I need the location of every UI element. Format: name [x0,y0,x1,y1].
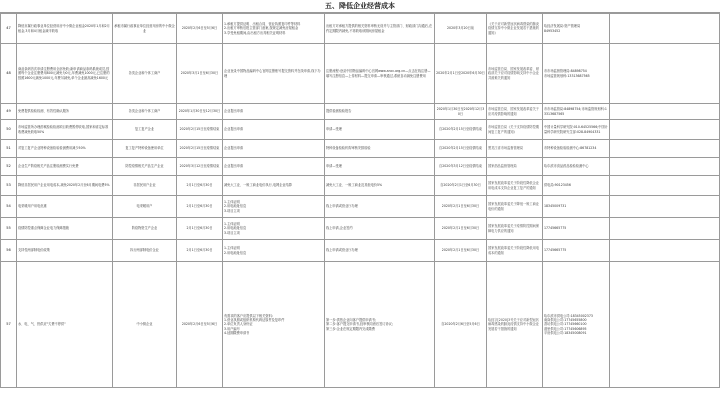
cell-basis [487,14,543,44]
cell-time [435,158,487,176]
cell-line: 3.项目立项 [224,208,240,213]
cell-line: 商品条码首次申请注册费用全部免收;新申请商品条码系统成员,按照每个企业注册费用800元减免为0元,年费减免1000元,已注册的按照1600元减免1000元,年费另减免,单个企业最高减免1600元 [18,67,110,80]
table-row [1,44,720,104]
cell-line: 2020年2月6日至5月6日 [181,26,218,31]
cell-line: 防疫物资生产企业 [131,226,158,231]
cell-procedure [223,262,325,388]
cell-blank [610,218,720,240]
cell-line: 企业提出申请 [224,127,244,132]
cell-basis [487,262,543,388]
cell-process [325,104,435,120]
cell-line: 企业生产防疫相关产品注册检测费实行免费 [18,164,79,169]
cell-line: 南岗供电公司:17745655800 [544,318,587,323]
cell-name [17,14,113,44]
cell-line: 道里供电公司:17745606895 [544,326,587,331]
document-title: 五、降低企业经营成本 [0,0,720,13]
cell-blank [610,104,720,120]
cell-line: 1.主体证明 [224,246,240,251]
cell-line: 57 [6,322,11,327]
cell-line: 2月1日至6月30日 [186,204,213,209]
cell-line: 供电局:90123456 [544,183,571,188]
cell-name [17,176,113,196]
cell-line: 支持性两部制电价政策 [18,248,50,253]
cell-line: 1.主体证明 [224,200,240,205]
cell-line: 48 [6,71,11,76]
cell-line: 非居民用户企业 [133,183,156,188]
cell-period [177,158,223,176]
cell-contact [543,140,610,158]
table-row [1,176,720,196]
cell-period [177,262,223,388]
cell-contact [543,240,610,262]
cell-line: 市场监管所办理药械检验检测项目收费暂停收取,国家和省定标准收费减免收取50% [18,125,109,134]
cell-contact [543,218,610,240]
cell-line: 2.用电地址信息 [224,204,247,209]
cell-line: 1.承租方提供证明、出租合同、营业执照复印件等材料 [224,22,301,27]
cell-line: 市场监管总局、国家发展改革委、财政部关于应对疫情影响支持中小企业共渡难关的通知 [488,67,539,80]
cell-no [1,104,17,120]
cell-target [113,262,177,388]
table-row [1,240,720,262]
cell-blank [610,140,720,158]
cell-line: 哈经字[2020]3号关于应对新型冠状病毒感染的肺炎疫情支持中小微企业发展若干措施的通知 [488,318,539,331]
cell-procedure [223,218,325,240]
cell-no [1,196,17,218]
cell-line: 线上申请,企业签约 [326,226,353,231]
cell-basis [487,104,543,120]
cell-line: 平房供电公司:18345008091 [544,330,587,335]
cell-procedure [223,14,325,44]
cell-line: 减免大工业、一般工商业及其他电价5% [326,183,383,188]
cell-blank [610,44,720,104]
cell-line: 18345009731 [544,204,567,209]
table-row [1,158,720,176]
cell-line: 电采暖用户用电优惠 [18,204,47,209]
cell-process [325,240,435,262]
cell-time [435,218,487,240]
cell-line: 哈尔滨市食品药品检验检测中心 [544,164,589,169]
cell-blank [610,262,720,388]
cell-no [1,262,17,388]
cell-no [1,240,17,262]
cell-line: 自2020年2月6日至5月6日 [441,322,480,327]
cell-process [325,158,435,176]
cell-time [435,140,487,158]
cell-process [325,196,435,218]
cell-contact [543,176,610,196]
cell-basis [487,140,543,158]
cell-line: 3.享受免租期间,由出租方出具相关证明材料 [224,30,286,35]
cell-line: 55 [6,226,11,231]
cell-line: 国家发展改革委关于阶段性降低企业用电成本支持企业复工复产的通知 [488,181,539,190]
cell-line: 自2020年2月1日至6月30日 [440,183,481,188]
cell-procedure [223,176,325,196]
cell-time [435,240,487,262]
cell-process [325,262,435,388]
cell-line: 自2020年2月15日至疫情结束 [439,146,482,151]
cell-line: 复工复产特种设备使用单位 [125,146,164,151]
cell-name [17,240,113,262]
cell-line: 特种设备检验机构审核安排检验 [326,146,371,151]
cell-time [435,262,487,388]
cell-blank [610,176,720,196]
cell-basis [487,196,543,218]
cell-line: 2020年2月15日至疫情结束 [179,146,220,151]
cell-basis [487,120,543,140]
cell-line: 疫情防控重点保障企业电力保障措施 [18,226,69,231]
cell-line: 2月1日至6月30日 [186,183,213,188]
cell-line: 2020年2月1日至6月30日 [441,204,480,209]
cell-line: 免费提供检验检测、有效性确认服务 [18,109,69,114]
cell-line: 17745665775 [544,248,567,253]
cell-line: 提供检测检验报告 [326,109,352,114]
cell-line: 第三步:企业在规定期限内完成缴费 [326,326,375,331]
cell-basis [487,176,543,196]
cell-line: 注册流程:登录中国物品编码中心官网www.ancc.org.cn—点击在线注册—填写注册信息—上传材料—提交申请—审核通过,系统自动减免注册费用 [326,69,431,78]
cell-period [177,140,223,158]
cell-line: 2月1日至6月30日 [186,248,213,253]
cell-contact [543,262,610,388]
table-row [1,140,720,158]
cell-procedure [223,120,325,140]
cell-no [1,120,17,140]
cell-line: 2020年3月20日前 [447,26,474,31]
cell-period [177,120,223,140]
cell-basis [487,44,543,104]
cell-line: 49 [6,109,11,114]
cell-target [113,140,177,158]
cell-line: 电采暖用户 [136,204,153,209]
cell-line: 企业提出申请 [224,146,244,151]
cell-period [177,14,223,44]
cell-line: 4.延期缴费申请书 [224,330,250,335]
cell-line: 复工复产企业 [134,127,155,132]
cell-line: 市市场监管局:84898754;市场监管规划科:13313687565 [544,107,607,116]
cell-line: 52 [6,164,11,169]
cell-line: 企业提出申请 [224,164,244,169]
cell-line: 国家发展改革委关于降低一般工商业电价的通知 [488,202,539,211]
cell-name [17,120,113,140]
cell-line: 自2020年2月15日至疫情结束 [439,127,482,132]
cell-target [113,120,177,140]
cell-target [113,104,177,120]
cell-line: 2020年3月12日至疫情结束 [179,164,220,169]
cell-line: 香坊供电公司:17745660100 [544,322,587,327]
cell-line: 2.用电地址信息 [224,226,247,231]
cell-name [17,262,113,388]
cell-line: 市特种设备检验检测中心:86781234 [544,146,597,151]
cell-target [113,218,177,240]
cell-target [113,44,177,104]
cell-line: 哈经济发展局:资产管理局 [544,24,581,29]
cell-procedure [223,44,325,104]
cell-line: 17745665775 [544,226,567,231]
cell-period [177,196,223,218]
cell-no [1,44,17,104]
cell-no [1,158,17,176]
cell-process [325,140,435,158]
cell-line: 申请—受理 [326,164,342,169]
cell-procedure [223,196,325,218]
cell-line: 47 [6,26,11,31]
cell-period [177,218,223,240]
cell-line: 企业提出申请 [224,109,244,114]
cell-process [325,218,435,240]
cell-line: 对复工复产企业特种设备检验检测费用减少50% [18,146,86,151]
cell-name [17,44,113,104]
cell-line: 线上申请或营业厅办理 [326,248,358,253]
cell-no [1,14,17,44]
cell-line: 黑龙江省市场监督管理局 [488,146,524,151]
cell-basis [487,240,543,262]
cell-period [177,44,223,104]
cell-line: 减免大工业、一般工商业电价执行,电网企业结算 [224,183,292,188]
cell-line: 防控疫情相关产品生产企业 [125,164,164,169]
cell-line: 降低市属行政事业单位经营用房中小微企业租金2020年1月和2月租金,3月和4月租金减半收取 [18,24,110,33]
cell-line: 各类企业和个体工商户 [128,109,161,114]
cell-line: 50 [6,127,11,132]
cell-name [17,140,113,158]
cell-line: 2020年2月1日至6月30日 [441,226,480,231]
cell-line: 有需求的客户应提供以下相关资料: [224,313,273,318]
cell-line: 2月1日至6月30日 [186,226,213,231]
cell-contact [543,158,610,176]
table-row [1,120,720,140]
cell-target [113,176,177,196]
cell-line: 3.用户编号 [224,326,240,331]
cell-procedure [223,140,325,158]
cell-blank [610,14,720,44]
cell-time [435,14,487,44]
cell-process [325,120,435,140]
cell-line: 第二步:客户提交申请书,经审核同意后签订协议; [326,322,393,327]
cell-line: 2020年2月15日至疫情结束 [179,127,220,132]
policy-table [0,13,720,388]
cell-line: 市场监管总局《关于支持疫情防控期间复工复产的通知》 [488,125,539,134]
cell-line: 2.出租方审核后报主管部门备案,按规定减免房屋租金 [224,26,299,31]
cell-line: 2020年2月1日至2020年6月30日 [436,71,485,76]
cell-procedure [223,104,325,120]
cell-blank [610,158,720,176]
cell-line: 自2020年3月12日至疫情结束 [439,164,482,169]
cell-time [435,120,487,140]
table-row [1,218,720,240]
cell-basis [487,218,543,240]
cell-basis [487,158,543,176]
cell-name [17,218,113,240]
cell-blank [610,196,720,218]
cell-line: 84953452 [544,28,561,33]
cell-procedure [223,158,325,176]
cell-line: 承租市属行政事业单位经营用房的中小微企业 [114,24,175,33]
cell-line: 哈尔滨市供电公司:18345002373 [544,313,593,318]
cell-line: 国家药品监督管理局 [488,164,517,169]
cell-line: 53 [6,183,11,188]
cell-line: 《关于应对新型冠状病毒感染的肺炎疫情支持中小微企业发展若干措施的通知》 [488,22,539,35]
cell-no [1,218,17,240]
cell-name [17,196,113,218]
cell-blank [610,120,720,140]
table-row [1,14,720,44]
cell-contact [543,196,610,218]
cell-target [113,196,177,218]
cell-line: 2.用电地址信息 [224,250,247,255]
cell-blank [610,240,720,262]
cell-line: 企业登录中国物品编码中心官网注册账号提交资料并在线申请,线下办理 [224,69,321,78]
cell-process [325,176,435,196]
cell-line: 51 [6,146,11,151]
cell-target [113,14,177,44]
cell-line: 2020年3月1日至6月30日 [180,71,219,76]
cell-line: 2.单位负责人身份证 [224,322,253,327]
cell-period [177,176,223,196]
cell-line: 1.营业执照或组织机构代码证原件及复印件 [224,318,285,323]
cell-line: 国家发展改革委关于疫情防控期间保障电力供应的通知 [488,224,539,233]
cell-period [177,104,223,120]
cell-procedure [223,240,325,262]
cell-line: 出租方对承租方提供的相关资料审核无误并与主管部门、财政部门沟通后,在约定期限内减免,不再收取该期间房屋租金 [326,24,433,33]
cell-line: 2020年2月1日至6月30日 [441,248,480,253]
cell-line: 中国计量科学研究院:010-64525566;中国计量科学研究院研究生部:028-84904331 [544,125,608,134]
cell-name [17,158,113,176]
cell-target [113,158,177,176]
cell-line: 市市场监督管理局:84898754 [544,69,587,74]
cell-line: 3.项目立项 [224,230,240,235]
cell-line: 国家发展改革委关于阶段性降低用电成本的通知 [488,246,539,255]
cell-line: 线上申请或营业厅办理 [326,204,358,209]
table-row [1,196,720,218]
cell-contact [543,120,610,140]
cell-line: 中小微企业 [136,322,153,327]
cell-process [325,44,435,104]
cell-line: 水、电、气、热供应"欠费不停供" [18,322,66,327]
cell-line: 2020年2月6日至5月6日 [181,322,218,327]
cell-line: 第一步:供热企业向客户提供申请书; [326,318,376,323]
cell-line: 2020年1月30日至2020年12月30日 [436,107,485,116]
cell-line: 56 [6,248,11,253]
cell-line: 降低非居民用户企业用电成本,减免2020年2月至6月期间电费5% [18,183,110,188]
cell-line: 2020年1月30日至12月30日 [178,109,221,114]
cell-contact [543,14,610,44]
cell-time [435,104,487,120]
cell-period [177,240,223,262]
cell-line: 市场监管总局、国家发展改革委关于应对疫情影响的通知 [488,107,539,116]
cell-time [435,196,487,218]
cell-name [17,104,113,120]
cell-line: 1.主体证明 [224,222,240,227]
cell-no [1,176,17,196]
table-row [1,104,720,120]
cell-line: 申请—受理 [326,127,342,132]
cell-no [1,140,17,158]
cell-contact [543,104,610,120]
cell-time [435,44,487,104]
cell-line: 执行两部制电价企业 [130,248,159,253]
cell-target [113,240,177,262]
cell-line: 市场监管规划科:13313687565 [544,73,590,78]
table-row [1,262,720,388]
cell-contact [543,44,610,104]
cell-line: 各类企业和个体工商户 [128,71,161,76]
cell-time [435,176,487,196]
cell-process [325,14,435,44]
cell-line: 54 [6,204,11,209]
